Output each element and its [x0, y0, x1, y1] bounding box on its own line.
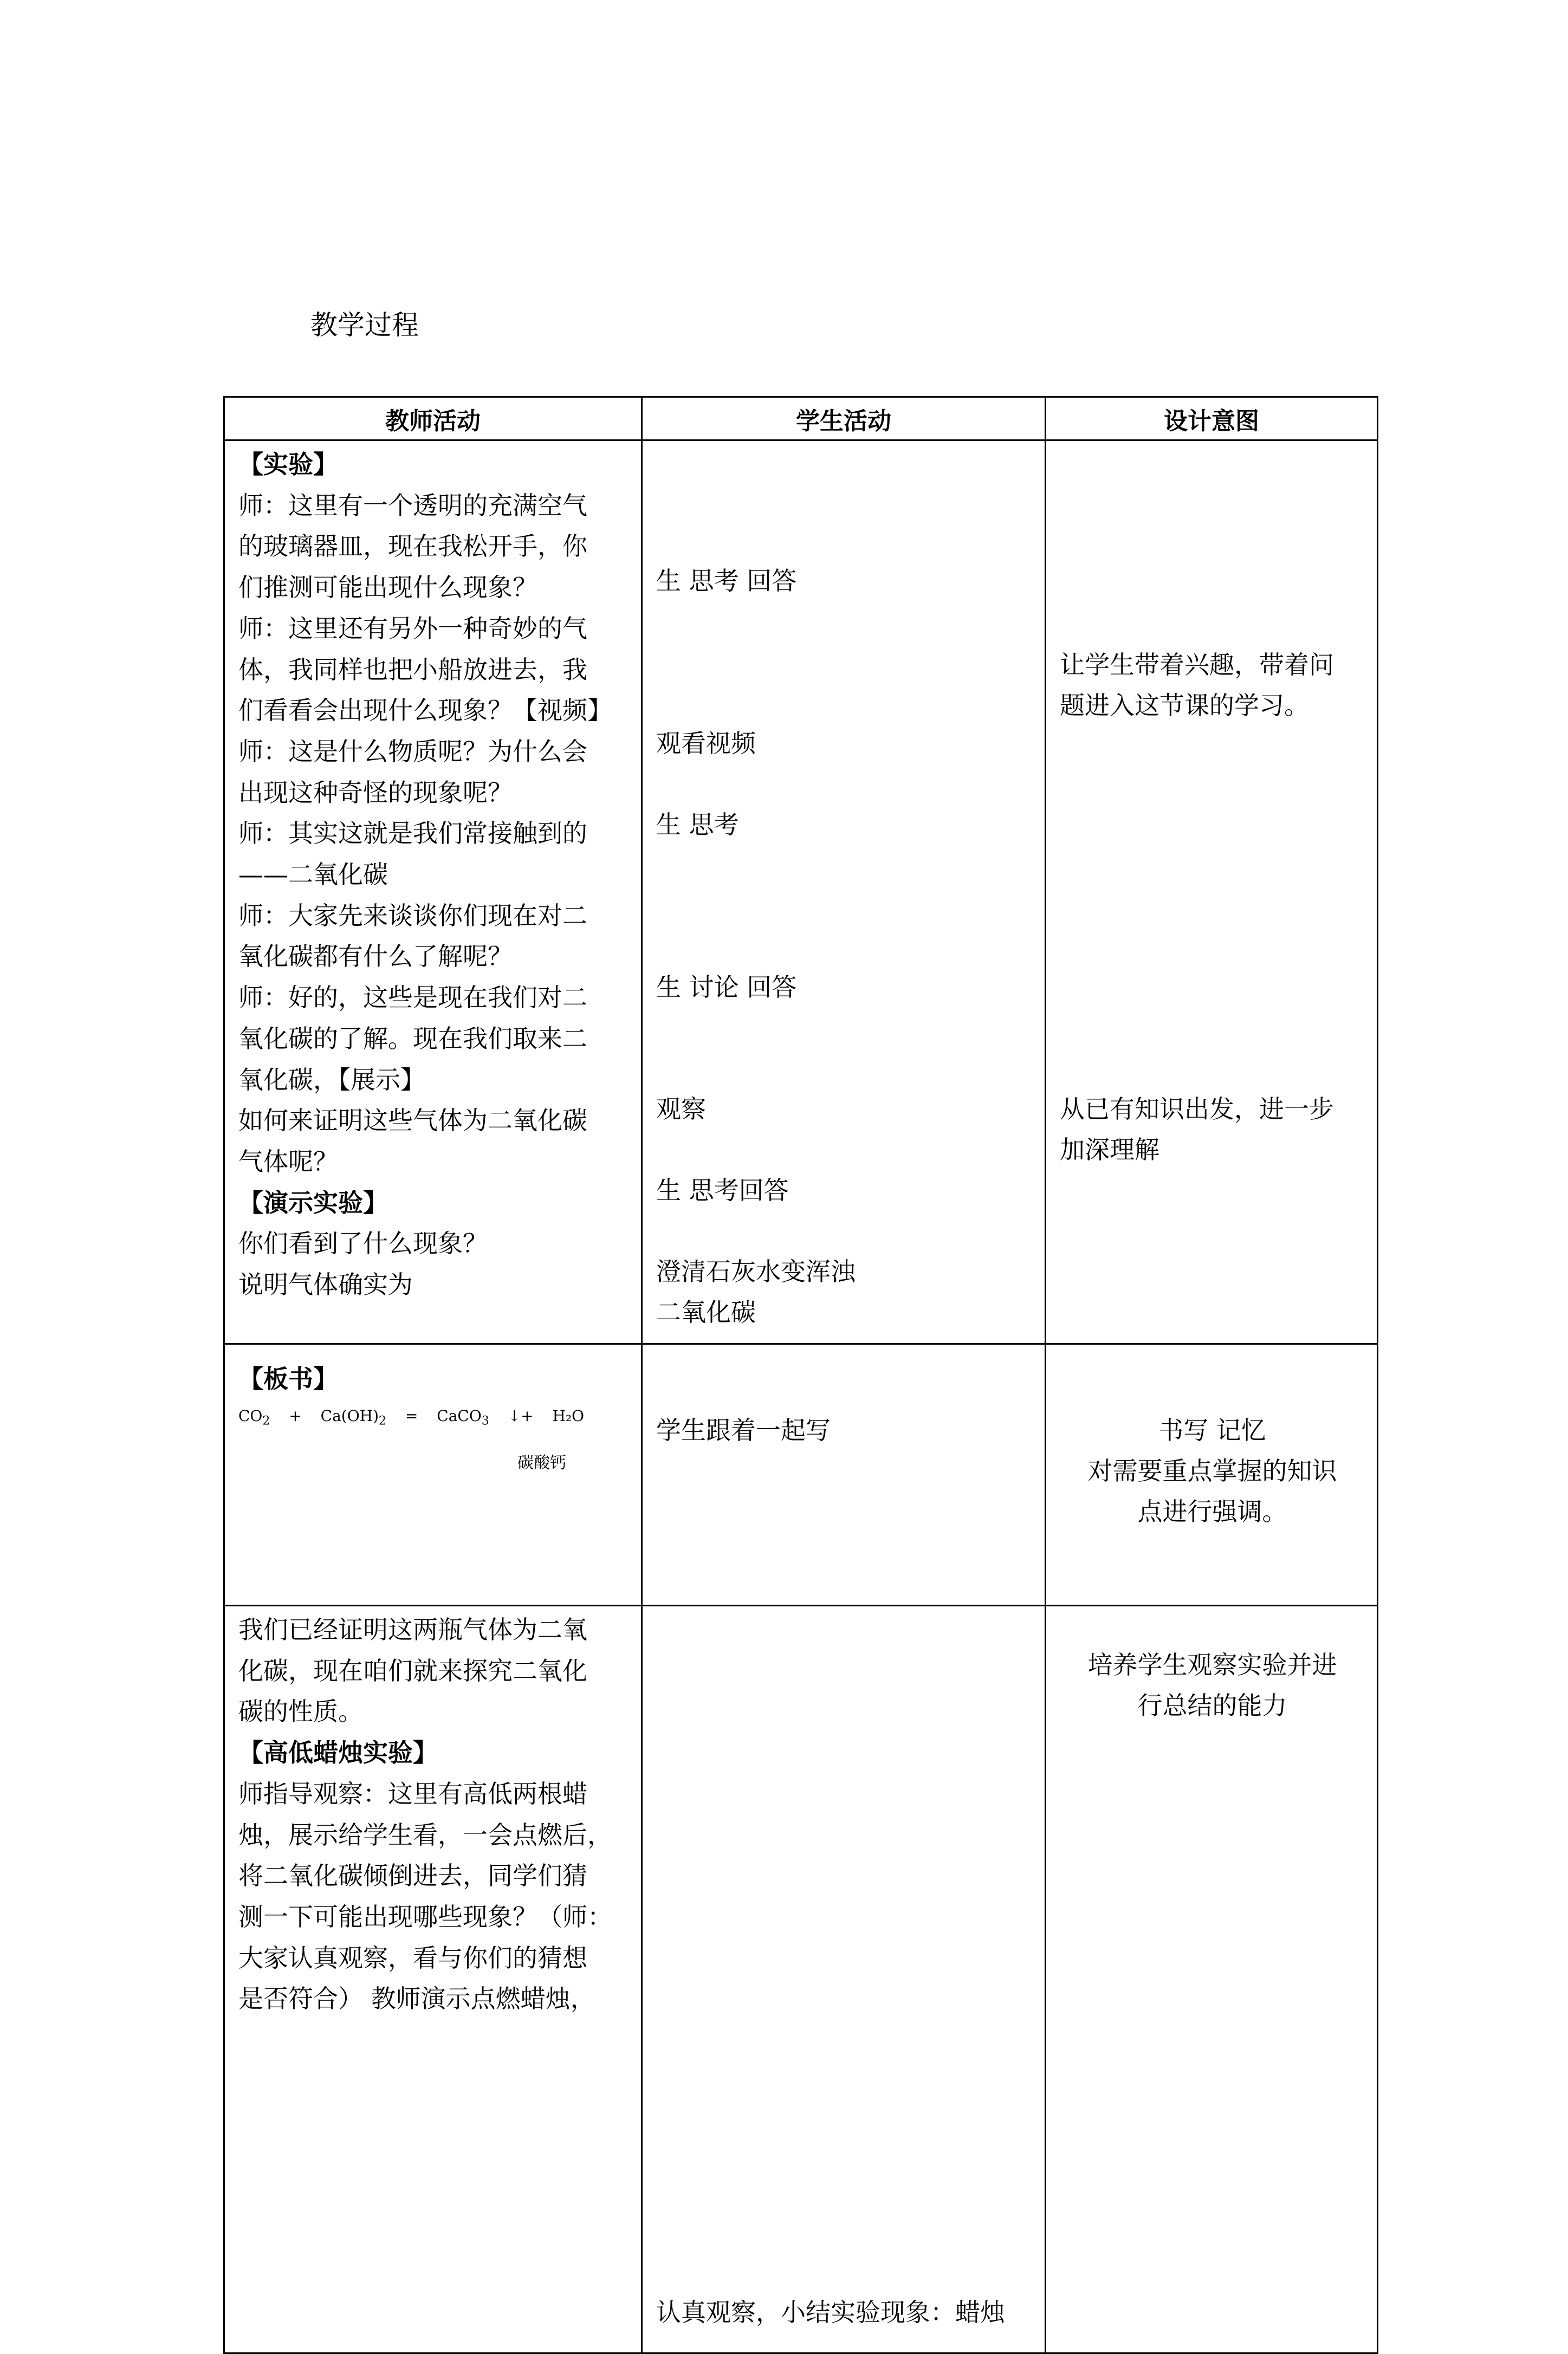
- teacher-text: 我们已经证明这两瓶气体为二氧: [238, 1615, 587, 1644]
- design-text: 从已有知识出发，进一步: [1060, 1094, 1334, 1124]
- teacher-text: 氧化碳的了解。现在我们取来二: [238, 1023, 587, 1053]
- teacher-text: 师指导观察：这里有高低两根蜡: [238, 1779, 587, 1808]
- teacher-text: 师：好的，这些是现在我们对二: [238, 983, 587, 1013]
- student-text: 生 思考: [656, 810, 739, 839]
- header-design-intent: 设计意图: [1046, 397, 1378, 440]
- teacher-text: 【演示实验】: [238, 1188, 388, 1217]
- teacher-text: 大家认真观察，看与你们的猜想: [238, 1943, 587, 1973]
- student-text: 二氧化碳: [656, 1298, 756, 1327]
- teacher-text: 【高低蜡烛实验】: [238, 1738, 438, 1768]
- teacher-text: 师：这是什么物质呢？为什么会: [238, 736, 587, 766]
- teaching-process-table: [223, 396, 1378, 2354]
- teacher-text: 师：大家先来谈谈你们现在对二: [238, 900, 587, 930]
- design-cell: [1046, 440, 1378, 1344]
- teacher-text: 碳的性质。: [238, 1697, 363, 1727]
- student-text: 生 思考回答: [656, 1176, 789, 1205]
- teacher-text: 是否符合） 教师演示点燃蜡烛，: [238, 1984, 595, 2014]
- design-text: 让学生带着兴趣，带着问: [1060, 650, 1334, 679]
- design-text: 书写 记忆: [1158, 1416, 1266, 1445]
- header-student-activity: 学生活动: [642, 397, 1046, 440]
- teacher-text: 出现这种奇怪的现象呢？: [238, 777, 513, 807]
- teacher-text: 师：这里有一个透明的充满空气: [238, 490, 587, 520]
- table-row: [224, 440, 1378, 1344]
- design-text: 培养学生观察实验并进: [1087, 1650, 1337, 1679]
- student-cell: [642, 440, 1046, 1344]
- design-text: 点进行强调。: [1137, 1497, 1287, 1526]
- teacher-text: 氧化碳，【展示】: [238, 1065, 425, 1094]
- teacher-text: 如何来证明这些气体为二氧化碳: [238, 1106, 587, 1136]
- teacher-text: 【实验】: [238, 450, 338, 479]
- design-text: 加深理解: [1060, 1135, 1159, 1164]
- teacher-text: 的玻璃器皿，现在我松开手，你: [238, 531, 587, 561]
- student-text: 学生跟着一起写: [656, 1416, 831, 1445]
- teacher-cell: [224, 1606, 642, 2353]
- teacher-cell: [224, 1344, 642, 1606]
- teacher-text: 们看看会出现什么现象？【视频】: [238, 696, 612, 725]
- student-text: 澄清石灰水变浑浊: [656, 1257, 856, 1286]
- teacher-text: 说明气体确实为: [238, 1270, 413, 1299]
- board-writing-label: 【板书】: [238, 1364, 338, 1393]
- header-teacher-activity: 教师活动: [224, 397, 642, 440]
- teacher-text: 将二氧化碳倾倒进去，同学们猜: [238, 1861, 587, 1891]
- formula-annotation: 碳酸钙: [517, 1454, 566, 1473]
- teacher-text: 烛，展示给学生看，一会点燃后，: [238, 1820, 612, 1850]
- student-text: 观察: [656, 1094, 706, 1124]
- student-text: 观看视频: [656, 729, 756, 758]
- teacher-text: 师：其实这就是我们常接触到的: [238, 819, 587, 848]
- table-row: [224, 1606, 1378, 2353]
- page-title: 教学过程: [310, 309, 419, 341]
- design-cell: [1046, 1344, 1378, 1606]
- design-text: 题进入这节课的学习。: [1060, 691, 1309, 720]
- student-text: 生 思考 回答: [656, 566, 797, 595]
- student-cell: [642, 1344, 1046, 1606]
- teacher-text: 化碳，现在咱们就来探究二氧化: [238, 1656, 587, 1685]
- chemical-equation: $CO_2 + Ca(OH)_2$ = CaCO$_3$ ↓+ H₂O: [238, 1407, 585, 1428]
- teacher-text: 师：这里还有另外一种奇妙的气: [238, 613, 587, 643]
- teacher-text: 体，我同样也把小船放进去，我: [238, 654, 587, 684]
- teacher-text: ——二氧化碳: [238, 860, 388, 889]
- teacher-text: 你们看到了什么现象？: [238, 1229, 488, 1259]
- table-header-row: [224, 397, 1378, 440]
- student-text: 认真观察，小结实验现象：蜡烛: [656, 2298, 1005, 2327]
- teacher-text: 气体呢？: [238, 1146, 338, 1176]
- design-text: 行总结的能力: [1137, 1691, 1287, 1720]
- student-cell: [642, 1606, 1046, 2353]
- table-row: [224, 1344, 1378, 1606]
- teacher-text: 们推测可能出现什么现象？: [238, 573, 537, 602]
- design-text: 对需要重点掌握的知识: [1087, 1456, 1337, 1486]
- design-cell: [1046, 1606, 1378, 2353]
- teacher-text: 测一下可能出现哪些现象？（师：: [238, 1902, 612, 1931]
- teacher-text: 氧化碳都有什么了解呢？: [238, 942, 513, 971]
- teacher-cell: [224, 440, 642, 1344]
- student-text: 生 讨论 回答: [656, 972, 797, 1002]
